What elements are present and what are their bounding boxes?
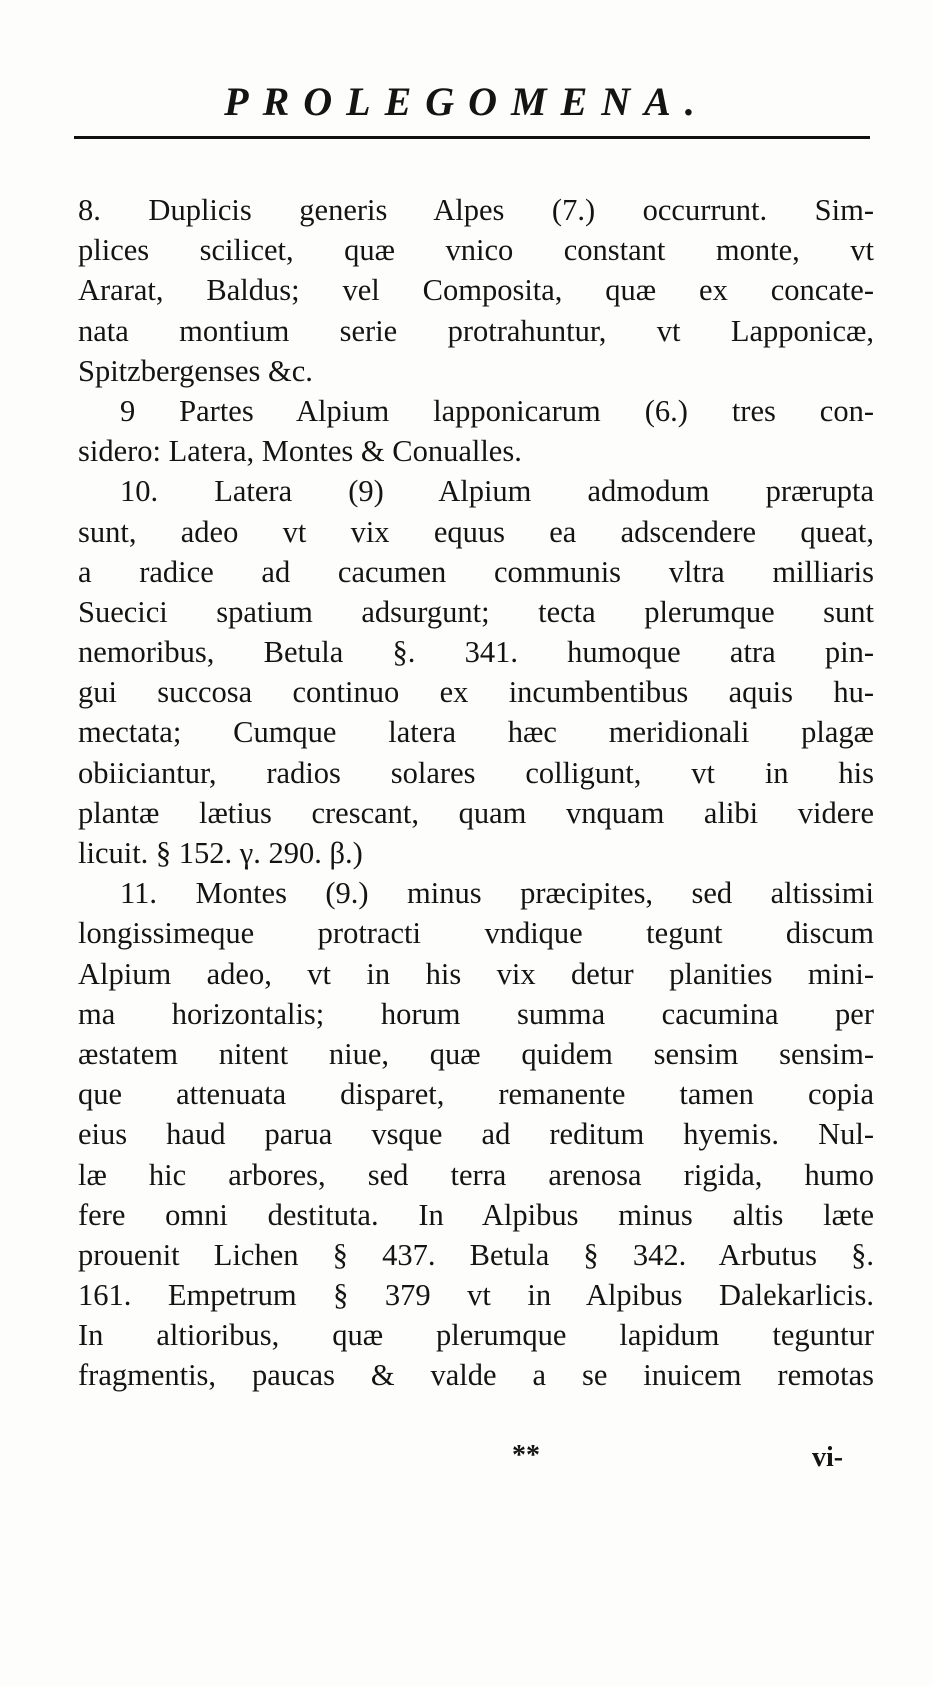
body-text (78, 190, 874, 1396)
text-line: æstatem nitent niue, quæ quidem sensim sensim- (78, 1036, 874, 1071)
text-line: eius haud parua vsque ad reditum hyemis. Nul- (78, 1117, 874, 1152)
text-line: fragmentis, paucas & valde a se inuicem remotas (78, 1358, 874, 1393)
text-line: 9 Partes Alpium lapponicarum (6.) tres con- (120, 393, 874, 428)
text-line: ma horizontalis; horum summa cacumina per (78, 996, 874, 1031)
text-line: Spitzbergenses &c. (78, 353, 313, 388)
text-line: prouenit Lichen § 437. Betula § 342. Arbutus §. (78, 1237, 874, 1272)
text-line: In altioribus, quæ plerumque lapidum teguntur (78, 1318, 874, 1353)
text-line: 11. Montes (9.) minus præcipites, sed altissimi (120, 876, 874, 911)
text-line: plantæ lætius crescant, quam vnquam alibi videre (78, 795, 874, 830)
text-line: que attenuata disparet, remanente tamen copia (78, 1077, 874, 1112)
text-line: a radice ad cacumen communis vltra milliaris (78, 554, 874, 589)
text-line: mectata; Cumque latera hæc meridionali plagæ (78, 715, 874, 750)
text-line: 161. Empetrum § 379 vt in Alpibus Dalekarlicis. (78, 1278, 874, 1313)
text-line: obiiciantur, radios solares colligunt, vt in his (78, 755, 874, 790)
text-line: nemoribus, Betula §. 341. humoque atra pin- (78, 635, 874, 670)
text-line: gui succosa continuo ex incumbentibus aquis hu- (78, 675, 874, 710)
text-line: 8. Duplicis generis Alpes (7.) occurrunt. Sim- (78, 193, 874, 227)
text-line: nata montium serie protrahuntur, vt Lapponicæ, (78, 313, 874, 348)
text-line: Alpium adeo, vt in his vix detur planities mini- (78, 956, 874, 991)
catchword: vi- (812, 1442, 844, 1473)
text-line: Suecici spatium adsurgunt; tecta plerumque sunt (78, 594, 874, 629)
text-line: 10. Latera (9) Alpium admodum prærupta (120, 474, 874, 509)
header-rule (74, 136, 870, 139)
text-line: sunt, adeo vt vix equus ea adscendere queat, (78, 514, 874, 549)
text-line: licuit. § 152. γ. 290. β.) (78, 836, 363, 870)
text-line: plices scilicet, quæ vnico constant monte, vt (78, 233, 874, 268)
running-head: PROLEGOMENA. (224, 79, 709, 124)
signature-mark: ** (512, 1440, 540, 1471)
text-line: sidero: Latera, Montes & Conualles. (78, 434, 522, 469)
page-footer (0, 1440, 933, 1484)
text-line: fere omni destituta. In Alpibus minus altis læte (78, 1197, 874, 1232)
text-line: Ararat, Baldus; vel Composita, quæ ex concate- (78, 273, 874, 308)
text-line: longissimeque protracti vndique tegunt discum (78, 916, 874, 951)
text-line: læ hic arbores, sed terra arenosa rigida, humo (78, 1157, 874, 1192)
